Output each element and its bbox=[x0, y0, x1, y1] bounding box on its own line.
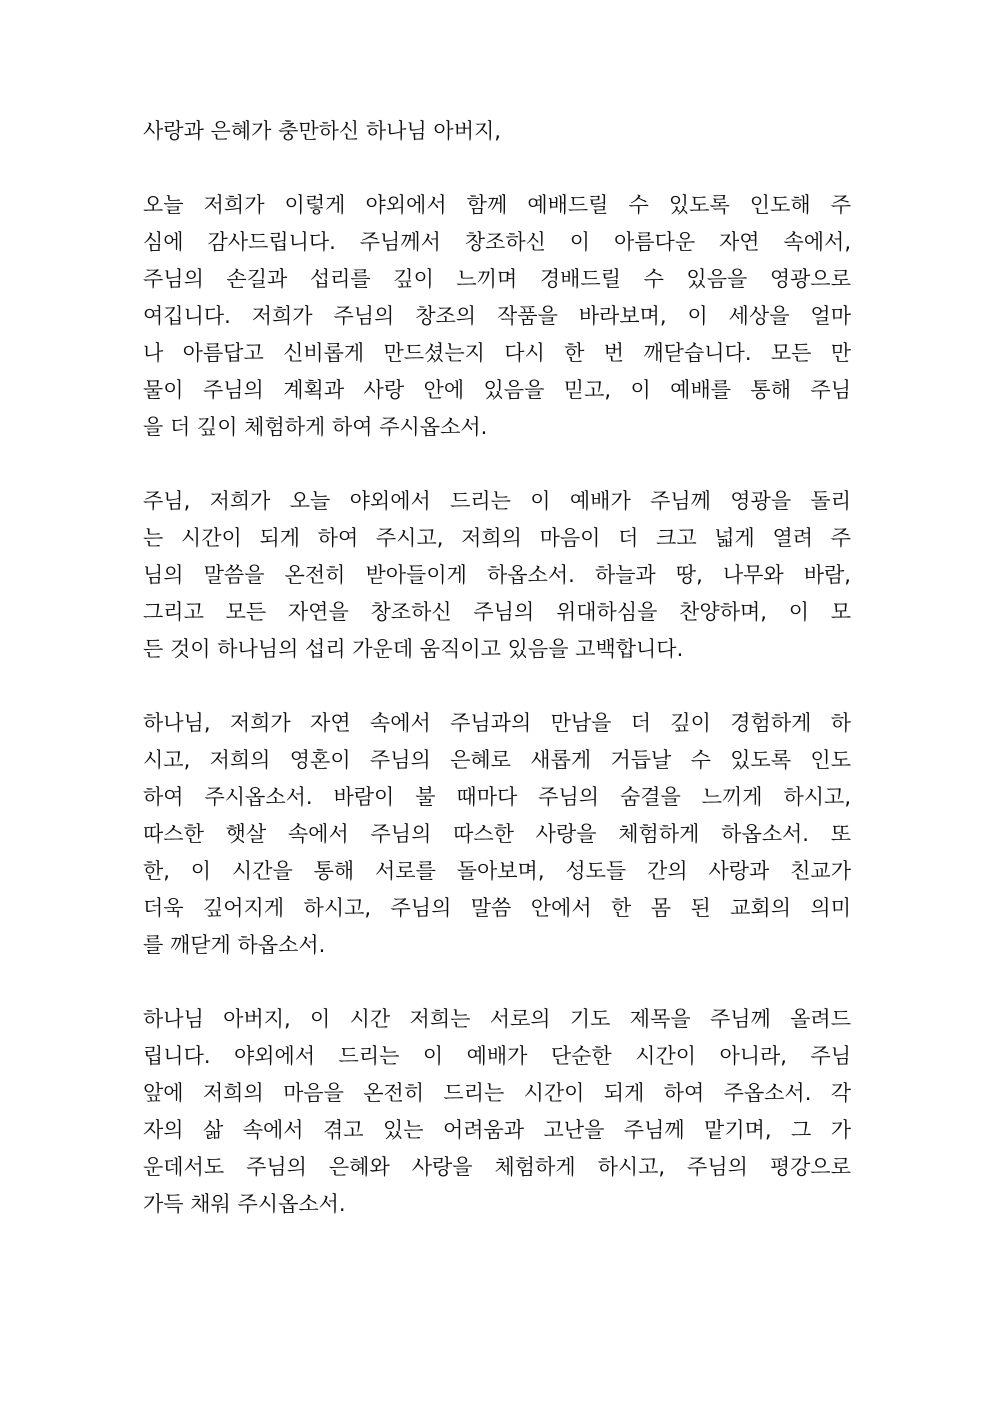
text-line: 립니다. 야외에서 드리는 이 예배가 단순한 시간이 아니라, 주님 bbox=[143, 1044, 851, 1068]
text-line: 시고, 저희의 영혼이 주님의 은혜로 새롭게 거듭날 수 있도록 인도 bbox=[143, 748, 851, 772]
text-line: 앞에 저희의 마음을 온전히 드리는 시간이 되게 하여 주옵소서. 각 bbox=[143, 1081, 851, 1105]
paragraph-3 bbox=[143, 705, 851, 964]
text-line: 운데서도 주님의 은혜와 사랑을 체험하게 하시고, 주님의 평강으로 bbox=[143, 1155, 851, 1179]
paragraph-gap bbox=[143, 964, 851, 1001]
salutation: 사랑과 은혜가 충만하신 하나님 아버지, bbox=[143, 119, 501, 143]
paragraph-2 bbox=[143, 483, 851, 668]
text-line: 가득 채워 주시옵소서. bbox=[143, 1192, 346, 1216]
text-line: 심에 감사드립니다. 주님께서 창조하신 이 아름다운 자연 속에서, bbox=[143, 230, 851, 254]
text-line: 하여 주시옵소서. 바람이 불 때마다 주님의 숨결을 느끼게 하시고, bbox=[143, 785, 851, 809]
text-line: 한, 이 시간을 통해 서로를 돌아보며, 성도들 간의 사랑과 친교가 bbox=[143, 859, 851, 883]
text-line: 든 것이 하나님의 섭리 가운데 움직이고 있음을 고백합니다. bbox=[143, 637, 684, 661]
text-line: 하나님, 저희가 자연 속에서 주님과의 만남을 더 깊이 경험하게 하 bbox=[143, 711, 851, 735]
text-line: 물이 주님의 계획과 사랑 안에 있음을 믿고, 이 예배를 통해 주님 bbox=[143, 378, 851, 402]
text-line: 는 시간이 되게 하여 주시고, 저희의 마음이 더 크고 넓게 열려 주 bbox=[143, 526, 851, 550]
text-line: 더욱 깊어지게 하시고, 주님의 말씀 안에서 한 몸 된 교회의 의미 bbox=[143, 896, 851, 920]
text-line: 자의 삶 속에서 겪고 있는 어려움과 고난을 주님께 맡기며, 그 가 bbox=[143, 1118, 851, 1142]
paragraph-gap bbox=[143, 446, 851, 483]
text-line: 오늘 저희가 이렇게 야외에서 함께 예배드릴 수 있도록 인도해 주 bbox=[143, 193, 851, 217]
text-line: 주님의 손길과 섭리를 깊이 느끼며 경배드릴 수 있음을 영광으로 bbox=[143, 267, 851, 291]
text-line: 그리고 모든 자연을 창조하신 주님의 위대하심을 찬양하며, 이 모 bbox=[143, 600, 851, 624]
paragraph-1 bbox=[143, 187, 851, 446]
text-line: 주님, 저희가 오늘 야외에서 드리는 이 예배가 주님께 영광을 돌리 bbox=[143, 489, 851, 513]
paragraph-gap bbox=[143, 668, 851, 705]
text-line: 님의 말씀을 온전히 받아들이게 하옵소서. 하늘과 땅, 나무와 바람, bbox=[143, 563, 851, 587]
paragraph-4 bbox=[143, 1001, 851, 1223]
text-line: 을 더 깊이 체험하게 하여 주시옵소서. bbox=[143, 415, 488, 439]
prayer-text bbox=[143, 113, 851, 1223]
text-line: 여깁니다. 저희가 주님의 창조의 작품을 바라보며, 이 세상을 얼마 bbox=[143, 304, 851, 328]
text-line: 따스한 햇살 속에서 주님의 따스한 사랑을 체험하게 하옵소서. 또 bbox=[143, 822, 851, 846]
text-line: 나 아름답고 신비롭게 만드셨는지 다시 한 번 깨닫습니다. 모든 만 bbox=[143, 341, 851, 365]
text-line: 하나님 아버지, 이 시간 저희는 서로의 기도 제목을 주님께 올려드 bbox=[143, 1007, 851, 1031]
paragraph-gap bbox=[143, 150, 851, 187]
text-line: 를 깨닫게 하옵소서. bbox=[143, 933, 326, 957]
